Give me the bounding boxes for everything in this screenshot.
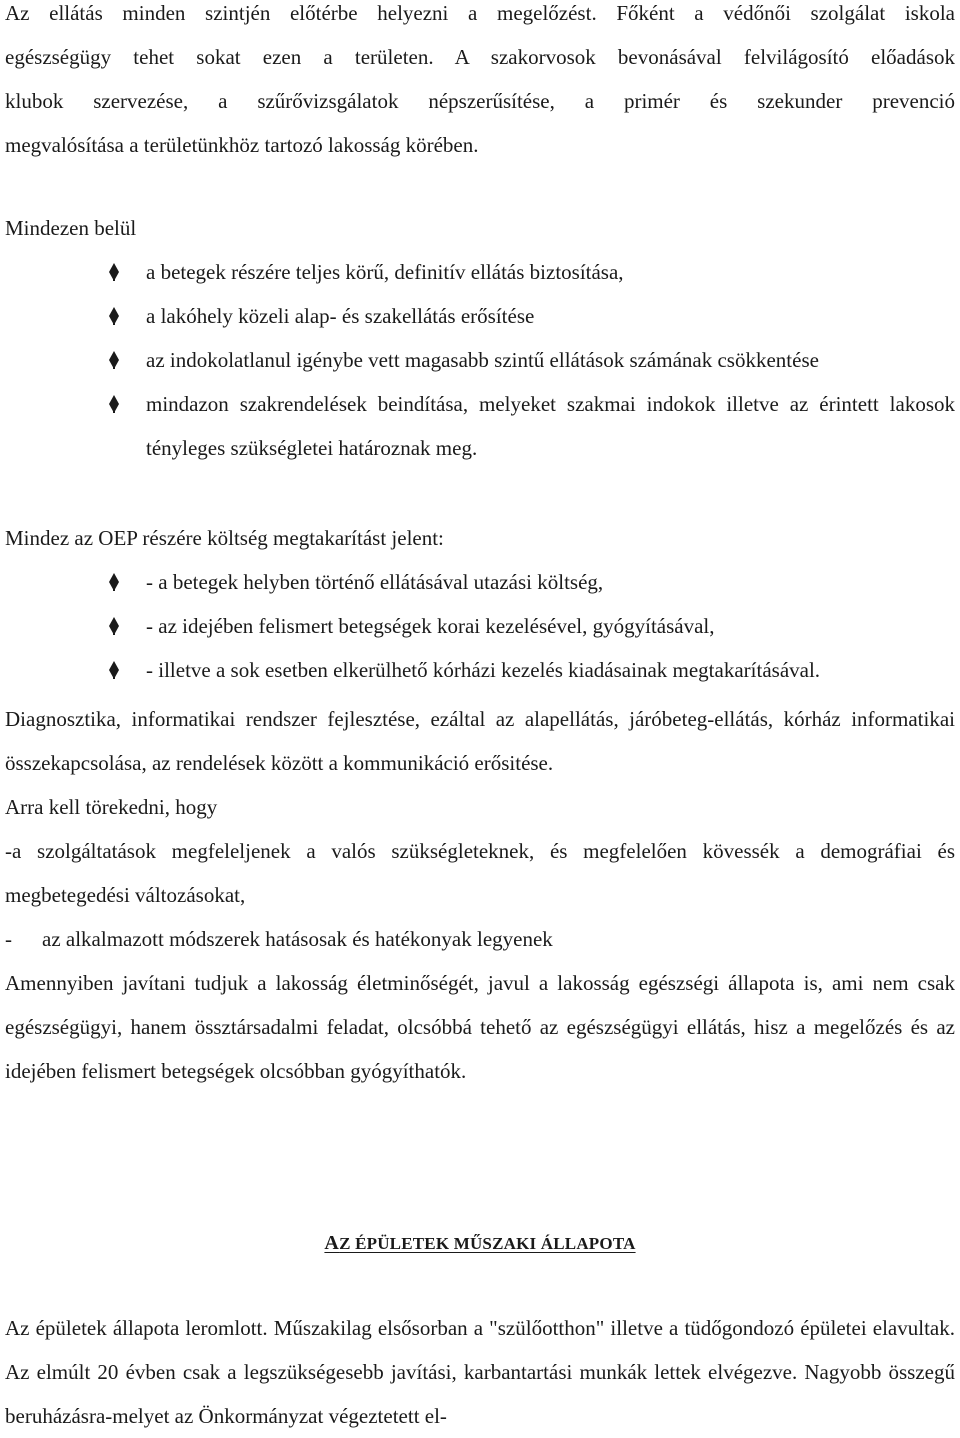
- dash-item-2: [5, 917, 955, 961]
- dash-item-2-marker: -: [5, 927, 12, 951]
- diamond-bullet-icon: [109, 395, 119, 413]
- intro-line-2: egészségügy tehet sokat ezen a területen. A szakorvosok bevonásával felvilágosító előadások: [5, 45, 955, 69]
- list-item: [5, 294, 955, 338]
- list-item: [5, 604, 955, 648]
- list-item-text: a lakóhely közeli alap- és szakellátás erősítése: [146, 304, 535, 328]
- intro-line-3: klubok szervezése, a szűrővizsgálatok népszerűsítése, a primér és szekunder prevenció: [5, 89, 955, 113]
- section-oep-list: [5, 560, 955, 692]
- section-heading-first-letter: A: [324, 1232, 340, 1254]
- section-oep: [5, 516, 955, 692]
- section-heading: [5, 1228, 955, 1259]
- list-item: [5, 338, 955, 382]
- list-item: [5, 560, 955, 604]
- dash-item-1: -a szolgáltatások megfeleljenek a valós szükségleteknek, és megfelelően kövessék a demográfiai és megbetegedési változásokat,: [5, 839, 955, 907]
- section-heading-text: Z ÉPÜLETEK MŰSZAKI ÁLLAPOTA: [339, 1234, 636, 1253]
- intro-paragraph: [5, 0, 955, 167]
- list-item-text: mindazon szakrendelések beindítása, melyeket szakmai indokok illetve az érintett lakosok tényleges szükségletei határoznak meg.: [146, 392, 955, 460]
- list-item-text: - illetve a sok esetben elkerülhető kórházi kezelés kiadásainak megtakarításával.: [146, 658, 821, 682]
- list-item-text: az indokolatlanul igénybe vett magasabb szintű ellátások számának csökkentése: [146, 348, 819, 372]
- body-paragraphs: [5, 697, 955, 1093]
- diamond-bullet-icon: [109, 307, 119, 325]
- section-within-list: [5, 250, 955, 470]
- list-item-text: - az idejében felismert betegségek korai kezelésével, gyógyításával,: [146, 614, 715, 638]
- intro-line-4: megvalósítása a területünkhöz tartozó lakosság körében.: [5, 133, 479, 157]
- list-item: [5, 648, 955, 692]
- closing-paragraph: Az épületek állapota leromlott. Műszakilag elsősorban a "szülőotthon" illetve a tüdőgondozó épületei elavultak. Az elmúlt 20 évben csak a legszükségesebb javítási, karbantartási munkák lettek elvégezve. Nagyobb összegű beruházásra-melyet az Önkormányzat végeztetett el-: [5, 1316, 955, 1428]
- section-within: [5, 206, 955, 470]
- diamond-bullet-icon: [109, 351, 119, 369]
- list-item-text: - a betegek helyben történő ellátásával utazási költség,: [146, 570, 604, 594]
- list-item: [5, 382, 955, 470]
- diamond-bullet-icon: [109, 573, 119, 591]
- section-within-lead: Mindezen belül: [5, 216, 137, 240]
- diamond-bullet-icon: [109, 617, 119, 635]
- intro-line-1: Az ellátás minden szintjén előtérbe helyezni a megelőzést. Főként a védőnői szolgálat iskola: [5, 1, 955, 25]
- amennyiben-paragraph: Amennyiben javítani tudjuk a lakosság életminőségét, javul a lakosság egészségi állapota is, ami nem csak egészségügyi, hanem össztársadalmi feladat, olcsóbbá tehető az egészségügyi ellátás, hisz a megelőzés és az idejében felismert betegségek olcsóbban gyógyíthatók.: [5, 971, 955, 1083]
- section-oep-lead: Mindez az OEP részére költség megtakarítást jelent:: [5, 526, 444, 550]
- dash-item-2-text: az alkalmazott módszerek hatásosak és hatékonyak legyenek: [42, 927, 553, 951]
- diamond-bullet-icon: [109, 661, 119, 679]
- diamond-bullet-icon: [109, 263, 119, 281]
- list-item: [5, 250, 955, 294]
- arra-paragraph: Arra kell törekedni, hogy: [5, 795, 218, 819]
- diagnosztika-paragraph: Diagnosztika, informatikai rendszer fejlesztése, ezáltal az alapellátás, járóbeteg-ellátás, kórház informatikai összekapcsolása, az rendelések között a kommunikáció erősitése.: [5, 707, 955, 775]
- list-item-text: a betegek részére teljes körű, definitív ellátás biztosítása,: [146, 260, 624, 284]
